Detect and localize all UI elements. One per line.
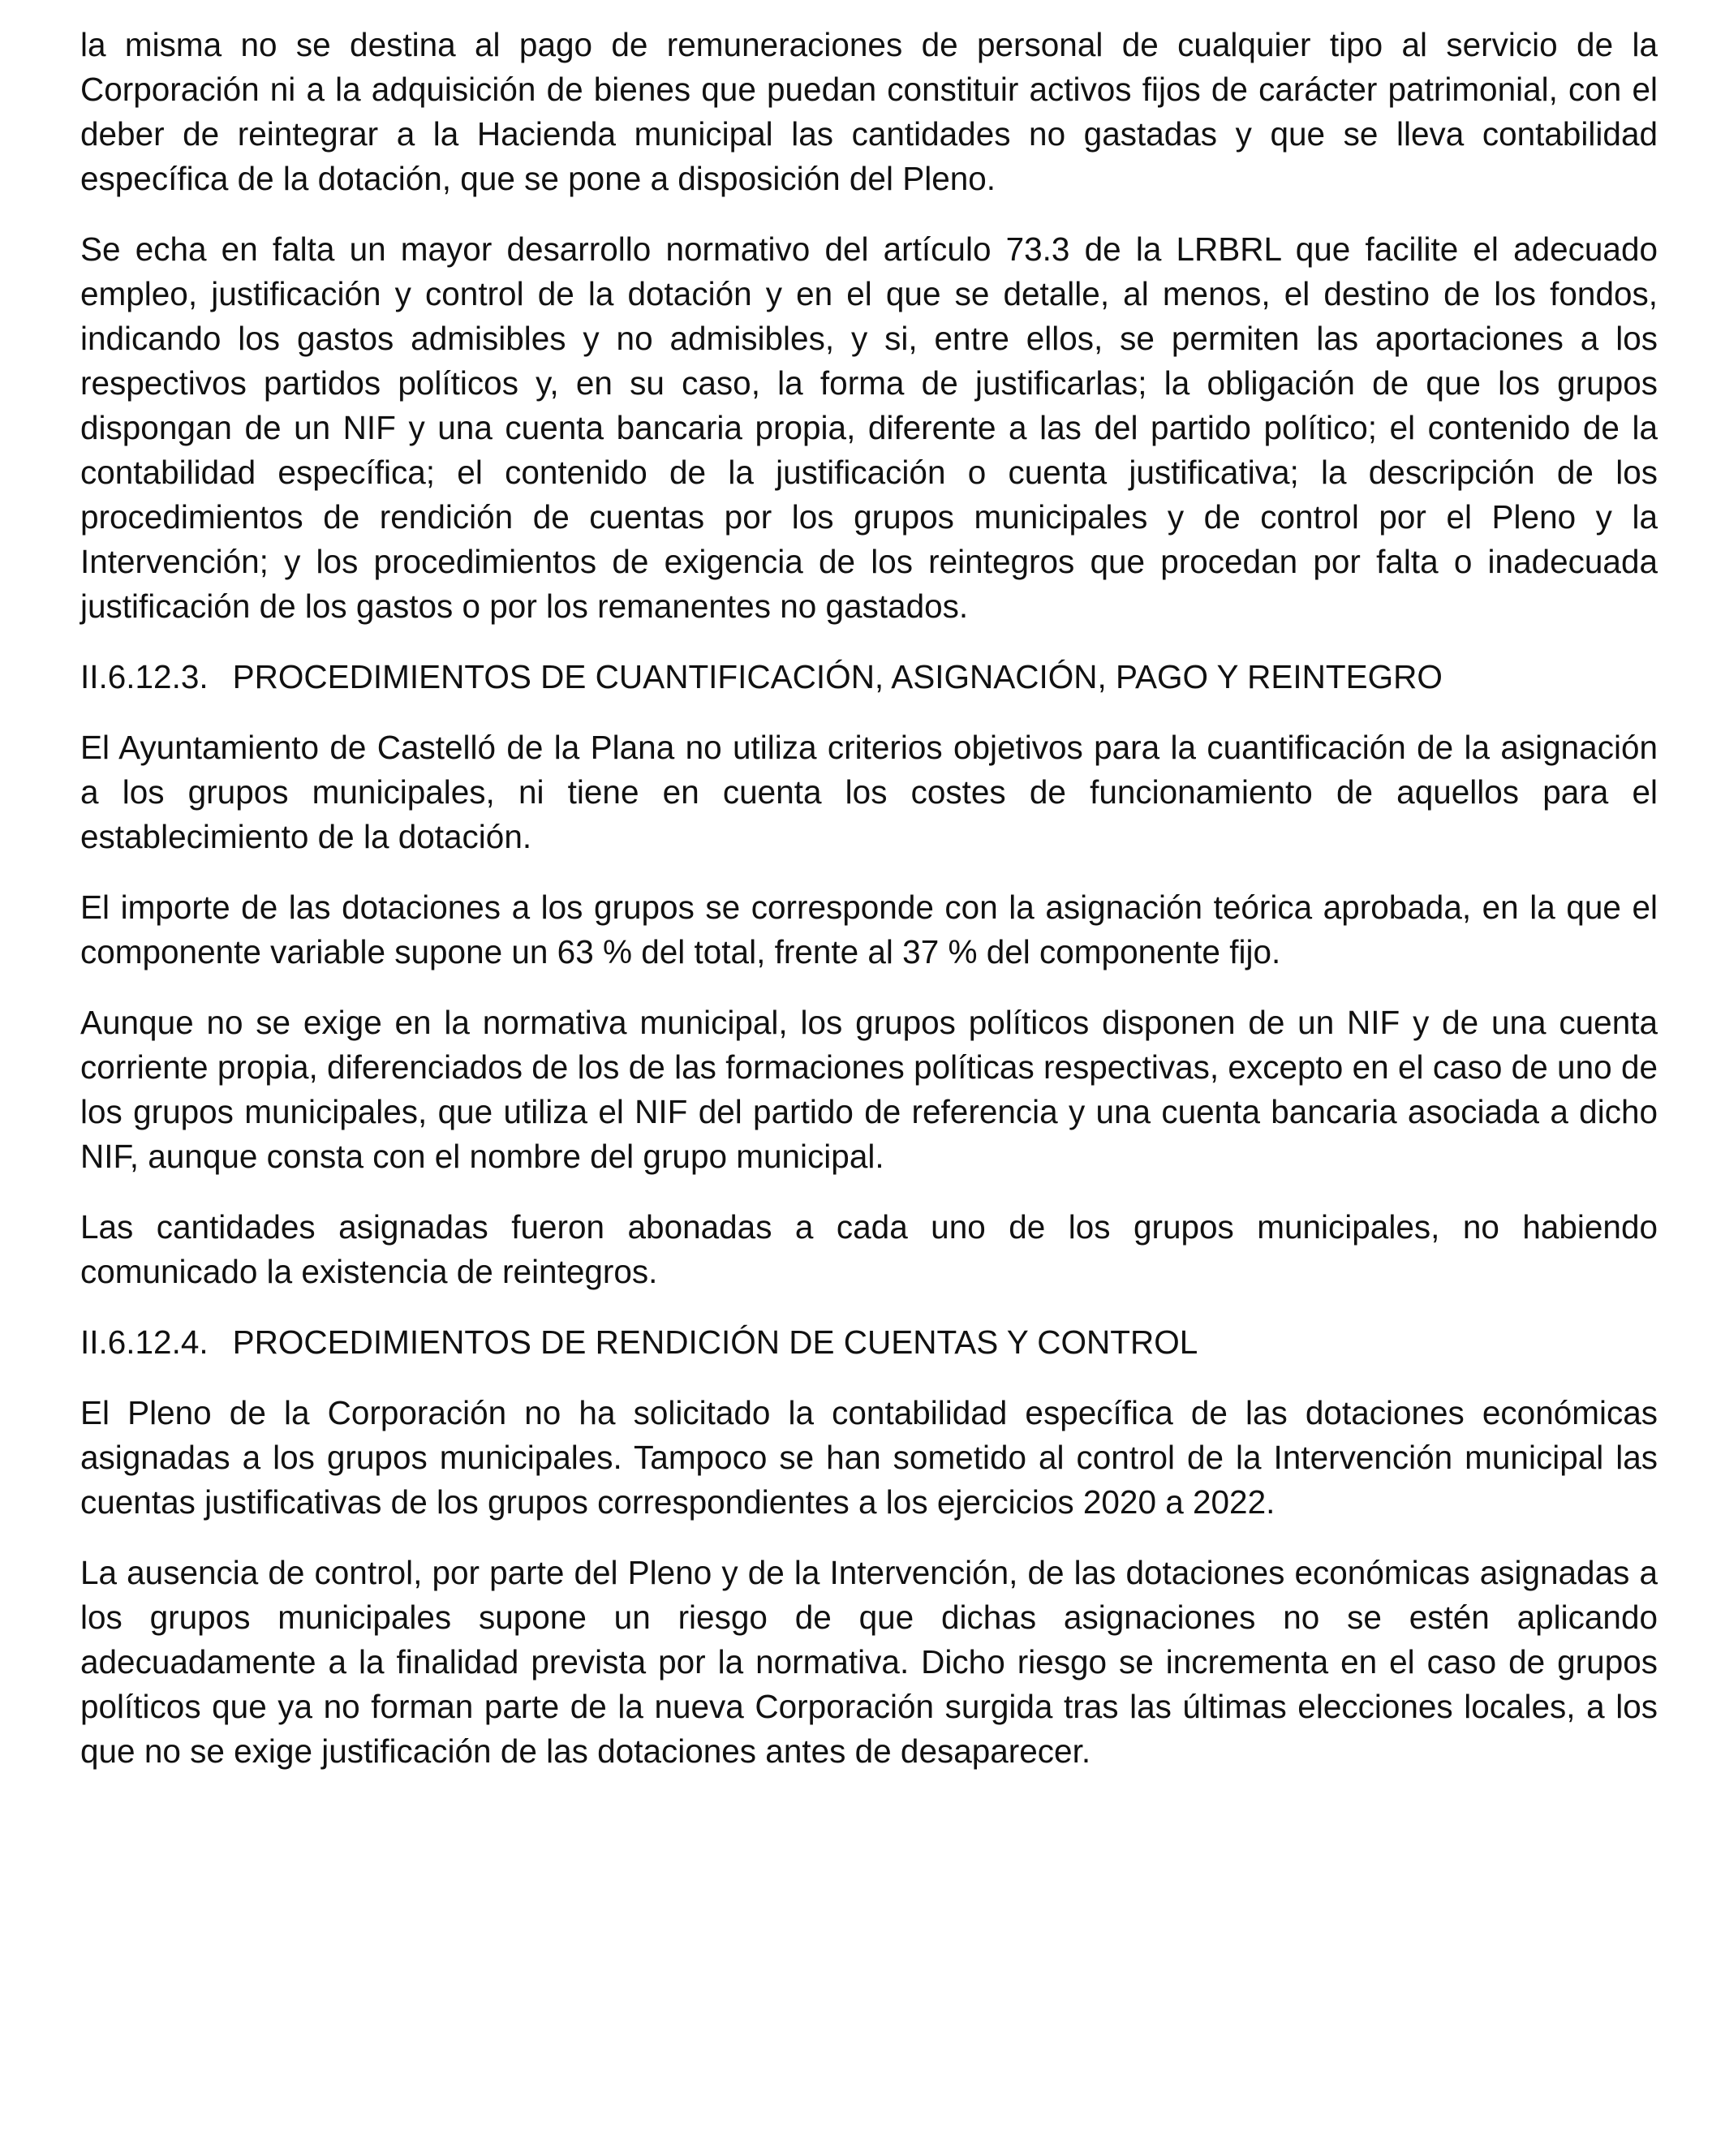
section-number: II.6.12.4. — [80, 1323, 209, 1361]
paragraph-regulatory-gap: Se echa en falta un mayor desarrollo normativo del artículo 73.3 de la LRBRL que facilite el adecuado empleo, justificación y control de la dotación y en el que se detalle, al menos, el destino de los fondos, indicando los gastos admisibles y no admisibles, y si, entre ellos, se permiten las aportaciones a los respectivos partidos políticos y, en su caso, la forma de justificarlas; la obligación de que los grupos dispongan de un NIF y una cuenta bancaria propia, diferente a las del partido político; el contenido de la contabilidad específica; el contenido de la justificación o cuenta justificativa; la descripción de los procedimientos de rendición de cuentas por los grupos municipales y de control por el Pleno y la Intervención; y los procedimientos de exigencia de los reintegros que procedan por falta o inadecuada justificación de los gastos o por los remanentes no gastados. — [80, 230, 1658, 625]
paragraph-objective-criteria: El Ayuntamiento de Castelló de la Plana no utiliza criterios objetivos para la cuantificación de la asignación a los grupos municipales, ni tiene en cuenta los costes de funcionamiento de aquellos para el establecimiento de la dotación. — [80, 729, 1658, 855]
paragraph-dotation-amount: El importe de las dotaciones a los grupos se corresponde con la asignación teórica aprobada, en la que el componente variable supone un 63 % del total, frente al 37 % del componente fijo. — [80, 889, 1658, 970]
paragraph-control-risk: La ausencia de control, por parte del Pleno y de la Intervención, de las dotaciones económicas asignadas a los grupos municipales supone un riesgo de que dichas asignaciones no se estén aplicando adecuadamente a la finalidad prevista por la normativa. Dicho riesgo se incrementa en el caso de grupos políticos que ya no forman parte de la nueva Corporación surgida tras las últimas elecciones locales, a los que no se exige justificación de las dotaciones antes de desaparecer. — [80, 1554, 1658, 1770]
section-title: PROCEDIMIENTOS DE RENDICIÓN DE CUENTAS Y CONTROL — [232, 1323, 1198, 1361]
section-heading-quantification — [80, 655, 1658, 699]
paragraph-pleno-control: El Pleno de la Corporación no ha solicitado la contabilidad específica de las dotaciones económicas asignadas a los grupos municipales. Tampoco se han sometido al control de la Intervención municipal las cuentas justificativas de los grupos correspondientes a los ejercicios 2020 a 2022. — [80, 1394, 1658, 1521]
section-heading-accountability — [80, 1320, 1658, 1365]
paragraph-payments: Las cantidades asignadas fueron abonadas a cada uno de los grupos municipales, no habiendo comunicado la existencia de reintegros. — [80, 1208, 1658, 1290]
document-page — [80, 23, 1658, 1800]
paragraph-dotation-destination: la misma no se destina al pago de remuneraciones de personal de cualquier tipo al servicio de la Corporación ni a la adquisición de bienes que puedan constituir activos fijos de carácter patrimonial, con el deber de reintegrar a la Hacienda municipal las cantidades no gastadas y que se lleva contabilidad específica de la dotación, que se pone a disposición del Pleno. — [80, 26, 1658, 197]
section-number: II.6.12.3. — [80, 658, 209, 695]
paragraph-nif-account: Aunque no se exige en la normativa municipal, los grupos políticos disponen de un NIF y de una cuenta corriente propia, diferenciados de los de las formaciones políticas respectivas, excepto en el caso de uno de los grupos municipales, que utiliza el NIF del partido de referencia y una cuenta bancaria asociada a dicho NIF, aunque consta con el nombre del grupo municipal. — [80, 1004, 1658, 1175]
section-title: PROCEDIMIENTOS DE CUANTIFICACIÓN, ASIGNACIÓN, PAGO Y REINTEGRO — [232, 658, 1443, 695]
